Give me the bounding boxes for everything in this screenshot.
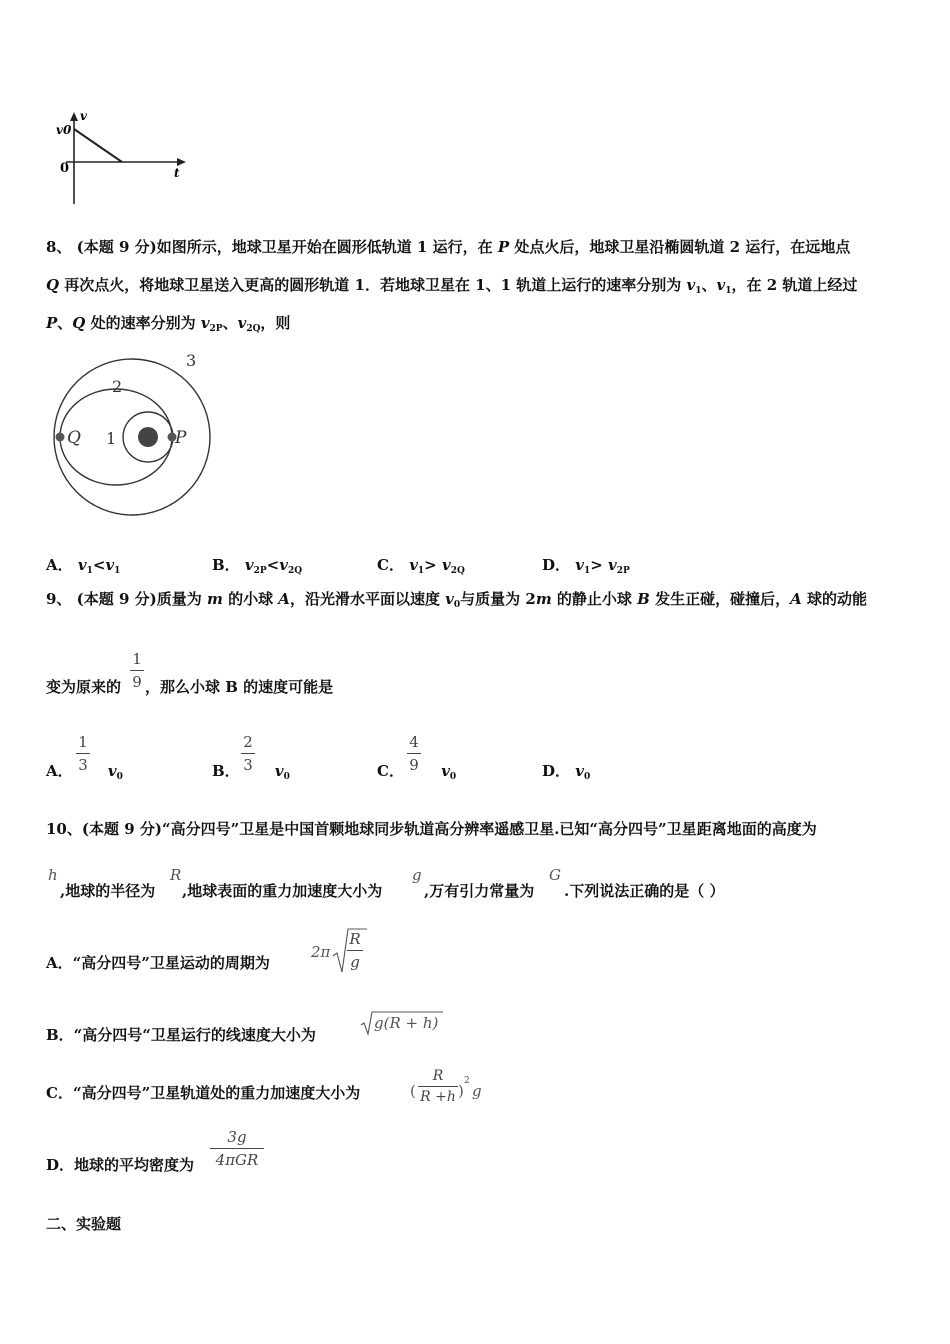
sym-G: G — [549, 866, 561, 884]
v-axis-arrow — [70, 112, 78, 121]
q10-option-a-formula: 2π R g — [311, 926, 371, 976]
point-q-dot — [56, 433, 65, 442]
t-axis-arrow — [177, 158, 186, 166]
sym-R: R — [170, 866, 182, 884]
orbit-3-label: 3 — [186, 351, 197, 370]
q9-line2-prefix: 变为原来的 — [46, 678, 122, 696]
vt-graph — [52, 108, 192, 208]
q8-option-c[interactable]: C． $v_1> v_{2Q}$ — [377, 556, 465, 576]
q10-line1: 10、(本题 9 分)“高分四号”卫星是中国首颗地球同步轨道高分辨率遥感卫星.已知“高分四号”卫星距离地面的高度为 — [46, 820, 817, 838]
q8-line2: Q 再次点火，将地球卫星送入更高的圆形轨道 1．若地球卫星在 1、1 轨道上运行的速率分别为 $v_1$、$v_1$，在 2 轨道上经过 — [46, 276, 858, 296]
q9-line2-suffix: ，那么小球 B 的速度可能是 — [145, 678, 334, 696]
earth — [138, 427, 158, 447]
q9-option-b-fraction: 2 3 — [241, 733, 255, 774]
q10-option-c-formula: ( R R +h ) 2 g — [410, 1068, 482, 1105]
v0-label: v0 — [56, 123, 72, 137]
q9-option-a[interactable]: A． $v_0$ — [46, 762, 123, 782]
q9-option-a-fraction: 1 3 — [76, 733, 90, 774]
q10-option-a[interactable]: A．“高分四号”卫星运动的周期为 — [46, 954, 270, 972]
q10-option-b-formula: g(R + h) — [360, 1010, 450, 1040]
point-p-label: P — [175, 428, 187, 448]
q8-option-a[interactable]: A． $v_1<v_1$ — [46, 556, 121, 576]
section-2-heading: 二、实验题 — [46, 1215, 122, 1233]
q10-option-d-fraction: 3g 4πGR — [210, 1128, 264, 1169]
v-label: v — [80, 109, 87, 123]
zero-label: 0 — [60, 161, 70, 176]
q10-option-c[interactable]: C．“高分四号”卫星轨道处的重力加速度大小为 — [46, 1084, 361, 1102]
q8-option-b[interactable]: B． $v_{2P}<v_{2Q}$ — [212, 556, 303, 576]
q9-option-c[interactable]: C． $v_0$ — [377, 762, 457, 782]
velocity-line — [74, 129, 122, 162]
sym-h: h — [48, 866, 58, 884]
q9-option-b[interactable]: B． $v_0$ — [212, 762, 290, 782]
q8-option-d[interactable]: D． $v_1> v_{2P}$ — [542, 556, 630, 576]
orbit-2-label: 2 — [112, 377, 123, 396]
orbit-diagram — [46, 348, 226, 534]
q9-fraction: 1 9 — [130, 650, 144, 691]
q8-line1: 8、 (本题 9 分)如图所示，地球卫星开始在圆形低轨道 1 运行，在 P 处点火后，地球卫星沿椭圆轨道 2 运行，在远地点 — [46, 238, 851, 256]
q9-line1: 9、 (本题 9 分)质量为 m 的小球 A，沿光滑水平面以速度 $v_0$与质量为 2m 的静止小球 B 发生正碰，碰撞后，A 球的动能 — [46, 590, 867, 610]
q9-option-c-fraction: 4 9 — [407, 733, 421, 774]
q10-option-d[interactable]: D．地球的平均密度为 — [46, 1156, 195, 1174]
q10-option-b[interactable]: B．“高分四号“卫星运行的线速度大小为 — [46, 1026, 316, 1044]
sym-g: g — [412, 866, 422, 884]
orbit-1-label: 1 — [106, 429, 117, 448]
t-label: t — [174, 166, 180, 180]
q8-line3: P、Q 处的速率分别为 $v_{2P}$、$v_{2Q}$，则 — [46, 314, 291, 334]
point-q-label: Q — [67, 428, 81, 448]
q9-option-d[interactable]: D． $v_0$ — [542, 762, 591, 782]
